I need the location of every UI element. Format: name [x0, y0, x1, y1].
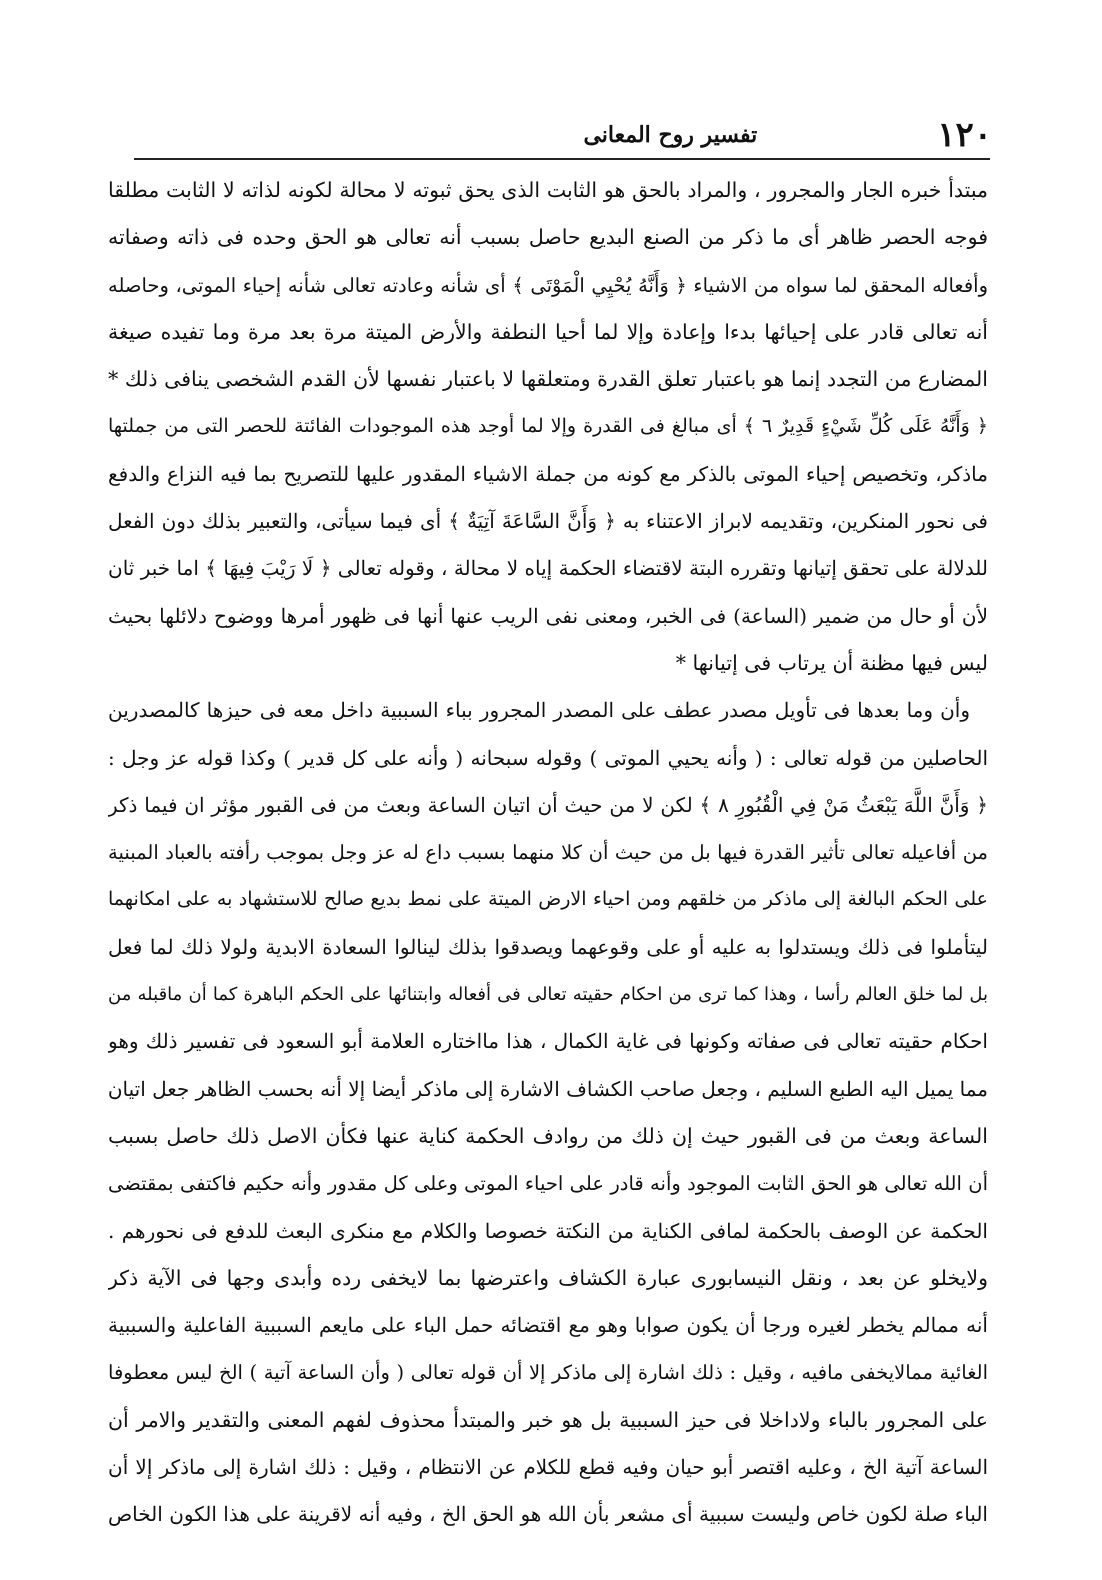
running-title: تفسير روح المعانى: [583, 122, 758, 148]
text-line: مما يميل اليه الطبع السليم ، وجعل صاحب الكشاف الاشارة إلى ماذكر أيضا إلا أنه بحسب الظاهر جعل اتيان: [108, 1076, 988, 1101]
text-line: أنه تعالى قادر على إحيائها بدءا وإعادة وإلا لما أحيا النطفة والأرض الميتة مرة بعد مرة وما تفيده صيغة: [108, 319, 988, 344]
text-line: الساعة وبعث من فى القبور حيث إن ذلك من روادف الحكمة كناية عنها فكأن الاصل ذلك حاصل بسبب: [108, 1123, 988, 1148]
text-line: على الحكم البالغة إلى ماذكر من خلقهم ومن احياء الارض الميتة على نمط بديع صالح للاستشهاد به على امكانهما: [108, 888, 988, 911]
text-line: الساعة آتية الخ ، وعليه اقتصر أبو حيان وفيه قطع للكلام عن الانتظام ، وقيل : ذلك اشارة إلى ماذكر إلا أن: [108, 1455, 988, 1480]
text-line: وأفعاله المحقق لما سواه من الاشياء ﴿ وَأَنَّهُ يُحْيِي الْمَوْتَى ﴾ أى شأنه وعادته تعالى شأنه إحياء الموتى، وحاصله: [108, 273, 988, 297]
text-line: فوجه الحصر ظاهر أى ما ذكر من الصنع البديع حاصل بسبب أنه تعالى هو الحق وحده فى ذاته وصفاته: [108, 225, 988, 250]
text-line: ماذكر، وتخصيص إحياء الموتى بالذكر مع كونه من جملة الاشياء المقدور عليها للتصريح بما فيه النزاع والدفع: [108, 461, 988, 486]
text-line: وأن وما بعدها فى تأويل مصدر عطف على المصدر المجرور بباء السببية داخل معه فى حيزها كالمصدرين: [108, 698, 970, 723]
text-line: ليتأملوا فى ذلك ويستدلوا به عليه أو على وقوعهما ويصدقوا بذلك لينالوا السعادة الابدية ولولا ذلك لما فعل: [108, 934, 988, 959]
text-line: المضارع من التجدد إنما هو باعتبار تعلق القدرة ومتعلقها لا باعتبار نفسها لأن القدم الشخصى ينافى ذلك *: [108, 367, 988, 392]
page-header: [130, 112, 992, 158]
text-line: مبتدأ خبره الجار والمجرور ، والمراد بالحق هو الثابت الذى يحق ثبوته لا محالة لكونه لذاته لا الثابت مطلقا: [108, 178, 988, 202]
text-line: بل لما خلق العالم رأسا ، وهذا كما ترى من احكام حقيته تعالى فى أفعاله وابتنائها على الحكم الباهرة كما أن ماقبله من: [108, 984, 988, 1006]
text-line: أنه ممالم يخطر لغيره ورجا أن يكون صوابا وهو مع اقتضائه حمل الباء على مايعم السببية الفاعلية والسببية: [108, 1313, 988, 1338]
text-line: ﴿ وَأَنَّ اللَّهَ يَبْعَثُ مَنْ فِي الْقُبُورِ ٨ ﴾ لكن لا من حيث أن اتيان الساعة وبعث من فى القبور مؤثر ان فيما ذكر: [108, 792, 988, 817]
text-line: الغائية ممالايخفى مافيه ، وقيل : ذلك اشارة إلى ماذكر إلا أن قوله تعالى ( وأن الساعة آتية ) الخ ليس معطوفا: [108, 1361, 988, 1385]
text-line: لأن أو حال من ضمير (الساعة) فى الخبر، ومعنى نفى الريب عنها أنها فى ظهور أمرها ووضوح دلائلها بحيث: [108, 603, 988, 628]
text-line: للدلالة على تحقق إتيانها وتقرره البتة لاقتضاء الحكمة إياه لا محالة ، وقوله تعالى ﴿ لَا رَيْبَ فِيهَا ﴾ اما خبر ثان: [108, 556, 988, 581]
text-line: ليس فيها مظنة أن يرتاب فى إتيانها *: [675, 650, 988, 675]
text-line: من أفاعيله تعالى تأثير القدرة فيها بل من حيث أن كلا منهما بسبب داع له عز وجل بموجب رأفته بالعباد المبنية: [108, 841, 988, 865]
text-line: الباء صلة لكون خاص وليست سببية أى مشعر بأن الله هو الحق الخ ، وفيه أنه لاقرينة على هذا الكون الخاص: [108, 1502, 988, 1527]
page-number: ١٢٠: [937, 115, 992, 155]
body-text: [108, 167, 988, 1539]
text-line: الحاصلين من قوله تعالى : ( وأنه يحيي الموتى ) وقوله سبحانه ( وأنه على كل قدير ) وكذا قوله عز وجل :: [108, 745, 988, 770]
text-line: ﴿ وَأَنَّهُ عَلَى كُلِّ شَيْءٍ قَدِيرٌ ٦ ﴾ أى مبالغ فى القدرة وإلا لما أوجد هذه الموجودات الفائتة للحصر التى من جملتها: [108, 415, 988, 438]
text-line: فى نحور المنكرين، وتقديمه لابراز الاعتناء به ﴿ وَأَنَّ السَّاعَةَ آتِيَةٌ ﴾ أى فيما سيأتى، والتعبير بذلك دون الفعل: [108, 509, 988, 534]
header-rule: [134, 158, 990, 160]
text-line: أن الله تعالى هو الحق الثابت الموجود وأنه قادر على احياء الموتى وعلى كل مقدور وأنه حكيم فاكتفى بمقتضى: [108, 1172, 988, 1196]
text-line: الحكمة عن الوصف بالحكمة لمافى الكناية من النكتة خصوصا والكلام مع منكرى البعث للدفع فى نحورهم .: [108, 1218, 988, 1243]
text-line: على المجرور بالباء ولاداخلا فى حيز السببية بل هو خبر والمبتدأ محذوف لفهم المعنى والتقدير والامر أن: [108, 1407, 988, 1432]
text-line: ولايخلو عن بعد ، ونقل النيسابورى عبارة الكشاف واعترضها بما لايخفى رده وأبدى وجها فى الآية ذكر: [108, 1265, 988, 1290]
text-line: احكام حقيته تعالى فى صفاته وكونها فى غاية الكمال ، هذا مااختاره العلامة أبو السعود فى تفسير ذلك وهو: [108, 1029, 988, 1054]
